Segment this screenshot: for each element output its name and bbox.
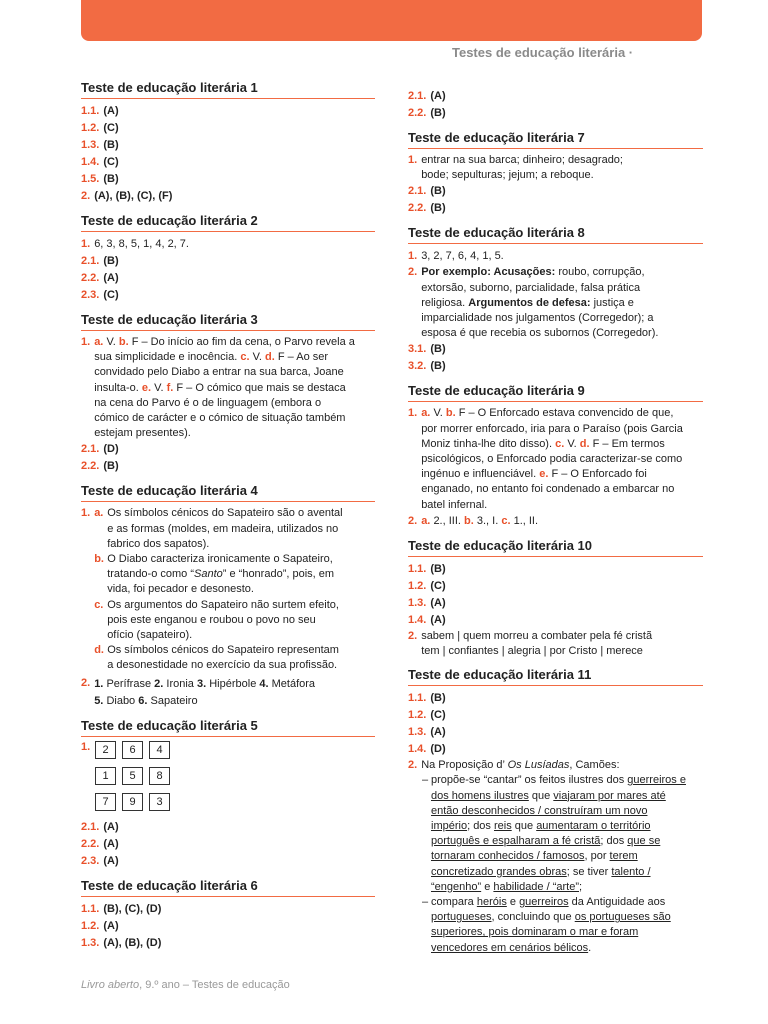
section-title: Teste de educação literária 2 bbox=[81, 213, 375, 232]
answer-line: 1.3. (B) bbox=[81, 139, 119, 151]
section-teste-6 bbox=[81, 878, 375, 952]
section-teste-8 bbox=[408, 225, 703, 375]
section-title: Teste de educação literária 1 bbox=[81, 80, 375, 99]
page-header-title: Testes de educação literária · bbox=[452, 45, 634, 60]
answer-block: 1. a. Os símbolos cénicos do Sapateiro são o avental e as formas (moldes, em madeira, utilizados no fabrico dos sapatos). b. O Diabo caracteriza ironicamente o Sapateiro, tratando-o como “Santo” e “honrado”, pois, em vida, foi pecador e desonesto. c. Os argumentos do Sapateiro não surtem efeito, pois este enganou e roubou o povo no seu ofício (sapateiro). d. Os símbolos cénicos do Sapateiro representam a desonestidade no exercício da sua profissão. bbox=[81, 507, 343, 672]
answer-line: 1.5. (B) bbox=[81, 173, 119, 185]
left-column bbox=[81, 80, 375, 960]
answer-line: 2.2. (B) bbox=[81, 460, 119, 473]
section-teste-2 bbox=[81, 213, 375, 304]
section-title: Teste de educação literária 11 bbox=[408, 667, 703, 686]
answer-line: 2.1. (A) bbox=[81, 820, 119, 833]
section-teste-1 bbox=[81, 80, 375, 205]
grid-cell: 8 bbox=[149, 767, 170, 785]
grid-cell: 2 bbox=[95, 741, 116, 759]
answer-line: 3.1. (B) bbox=[408, 343, 446, 356]
answer-line: 2. (A), (B), (C), (F) bbox=[81, 190, 173, 202]
answer-line: 1.1. (A) bbox=[81, 105, 119, 117]
grid-cell: 3 bbox=[149, 793, 170, 811]
answer-line: 1.2. (C) bbox=[408, 709, 446, 722]
grid-cell: 1 bbox=[95, 767, 116, 785]
section-title: Teste de educação literária 10 bbox=[408, 538, 703, 557]
page-footer: Livro aberto, 9.º ano – Testes de educação bbox=[81, 979, 290, 991]
answer-line: 3.2. (B) bbox=[408, 360, 446, 373]
section-title: Teste de educação literária 9 bbox=[408, 383, 703, 402]
section-teste-9 bbox=[408, 383, 703, 529]
answer-line: 1.1. (B) bbox=[408, 562, 446, 575]
answer-line: 1. 6, 3, 8, 5, 1, 4, 2, 7. bbox=[81, 238, 189, 250]
grid-cell: 4 bbox=[149, 741, 170, 759]
answer-line: 2.1. (A) bbox=[408, 90, 446, 102]
section-title: Teste de educação literária 3 bbox=[81, 312, 375, 331]
section-teste-4 bbox=[81, 483, 375, 709]
answer-block: 1. a. V. b. F – Do início ao fim da cena, o Parvo revela a sua simplicidade e inocência. c. V. d. F – Ao ser convidado pelo Diabo a entrar na sua barca, Joane insulta-o. e. V. f. F – O cómico que mais se destaca na cena do Parvo é o de linguagem (embora o cómico de carácter e o cómico de situação também estejam presentes). bbox=[81, 336, 355, 440]
answer-line: 2.2. (B) bbox=[408, 202, 446, 215]
answer-block: 2. Na Proposição d’ Os Lusíadas, Camões: bbox=[408, 759, 620, 772]
answer-block: 1. entrar na sua barca; dinheiro; desagrado; bode; sepulturas; jejum; a reboque. bbox=[408, 154, 623, 182]
section-title: Teste de educação literária 4 bbox=[81, 483, 375, 502]
section-teste-10 bbox=[408, 538, 703, 659]
answer-block: 1. a. V. b. F – O Enforcado estava convencido de que, por morrer enforcado, iria para o Paraíso (pois Garcia Moniz tinha-lhe dito disso). c. V. d. F – Em termos psicológicos, o Enforcado podia caracterizar-se como ingénuo e influenciável. e. F – O Enforcado foi enganado, no entanto foi condenado a embarcar no batel infernal. bbox=[408, 407, 683, 511]
section-teste-3 bbox=[81, 312, 375, 475]
grid-cell: 9 bbox=[122, 793, 143, 811]
answer-line: 1. 3, 2, 7, 6, 4, 1, 5. bbox=[408, 250, 504, 263]
number-grid: 1. 2 6 4 1 5 8 7 9 3 bbox=[81, 741, 375, 811]
answer-line: 1.4. (C) bbox=[81, 156, 119, 168]
answer-block: 2. sabem | quem morreu a combater pela fé cristã tem | confiantes | alegria | por Cristo | merece bbox=[408, 629, 653, 658]
answer-line: 1.4. (A) bbox=[408, 613, 446, 626]
answer-line: 1.2. (C) bbox=[81, 122, 119, 134]
answer-block: 2. Por exemplo: Acusações: roubo, corrupção, extorsão, suborno, parcialidade, falsa prática religiosa. Argumentos de defesa: justiça e imparcialidade nos julgamentos (Corregedor); a esposa é que recebia os subornos (Corregedor). bbox=[408, 266, 659, 340]
answer-line: 2.3. (A) bbox=[81, 854, 119, 867]
answer-line: 2.2. (A) bbox=[81, 837, 119, 850]
answer-line: 2.1. (B) bbox=[81, 255, 119, 267]
right-column bbox=[408, 88, 703, 964]
answer-line: 2. a. 2., III. b. 3., I. c. 1., II. bbox=[408, 514, 539, 527]
section-title: Teste de educação literária 7 bbox=[408, 130, 703, 149]
answer-line: 2.1. (B) bbox=[408, 185, 446, 198]
answer-line: 2.3. (C) bbox=[81, 289, 119, 301]
answer-line: 1.3. (A), (B), (D) bbox=[81, 936, 162, 949]
answer-line: 1.3. (A) bbox=[408, 726, 446, 739]
answer-line: 1.2. (C) bbox=[408, 579, 446, 592]
answer-line: 2.1. (D) bbox=[81, 443, 119, 456]
section-teste-11 bbox=[408, 667, 703, 956]
answer-line: 1.4. (D) bbox=[408, 743, 446, 756]
grid-cell: 6 bbox=[122, 741, 143, 759]
section-teste-6-continued bbox=[408, 88, 703, 122]
section-title: Teste de educação literária 6 bbox=[81, 878, 375, 897]
section-title: Teste de educação literária 8 bbox=[408, 225, 703, 244]
section-teste-5 bbox=[81, 718, 375, 870]
answer-line: 1.3. (A) bbox=[408, 596, 446, 609]
answer-line: 1.1. (B), (C), (D) bbox=[81, 902, 162, 915]
answer-line: 2.2. (B) bbox=[408, 107, 446, 119]
section-teste-7 bbox=[408, 130, 703, 217]
section-title: Teste de educação literária 5 bbox=[81, 718, 375, 737]
grid-cell: 5 bbox=[122, 767, 143, 785]
answer-line: 1.2. (A) bbox=[81, 919, 119, 932]
header-band bbox=[81, 0, 702, 41]
grid-cell: 7 bbox=[95, 793, 116, 811]
bullet-item: – propõe-se “cantar” os feitos ilustres dos guerreiros e dos homens ilustres que viajaram por mares até então desconhecidos / construíram um novo império; dos reis que aumentaram o território português e espalharam a fé cristã; dos que se tornaram conhecidos / famosos, por terem concretizado grandes obras; se tiver talento / “engenho” e habilidade / “arte”; bbox=[422, 774, 686, 893]
answer-line: 1.1. (B) bbox=[408, 692, 446, 705]
bullet-item: – compara heróis e guerreiros da Antiguidade aos portugueses, concluindo que os portugueses são superiores, pois dominaram o mar e foram vencedores em cenários bélicos. bbox=[422, 896, 671, 954]
answer-line: 2.2. (A) bbox=[81, 272, 119, 284]
answer-block: 2. 1. Perífrase 2. Ironia 3. Hipérbole 4. Metáfora 5. Diabo 6. Sapateiro bbox=[81, 676, 316, 707]
